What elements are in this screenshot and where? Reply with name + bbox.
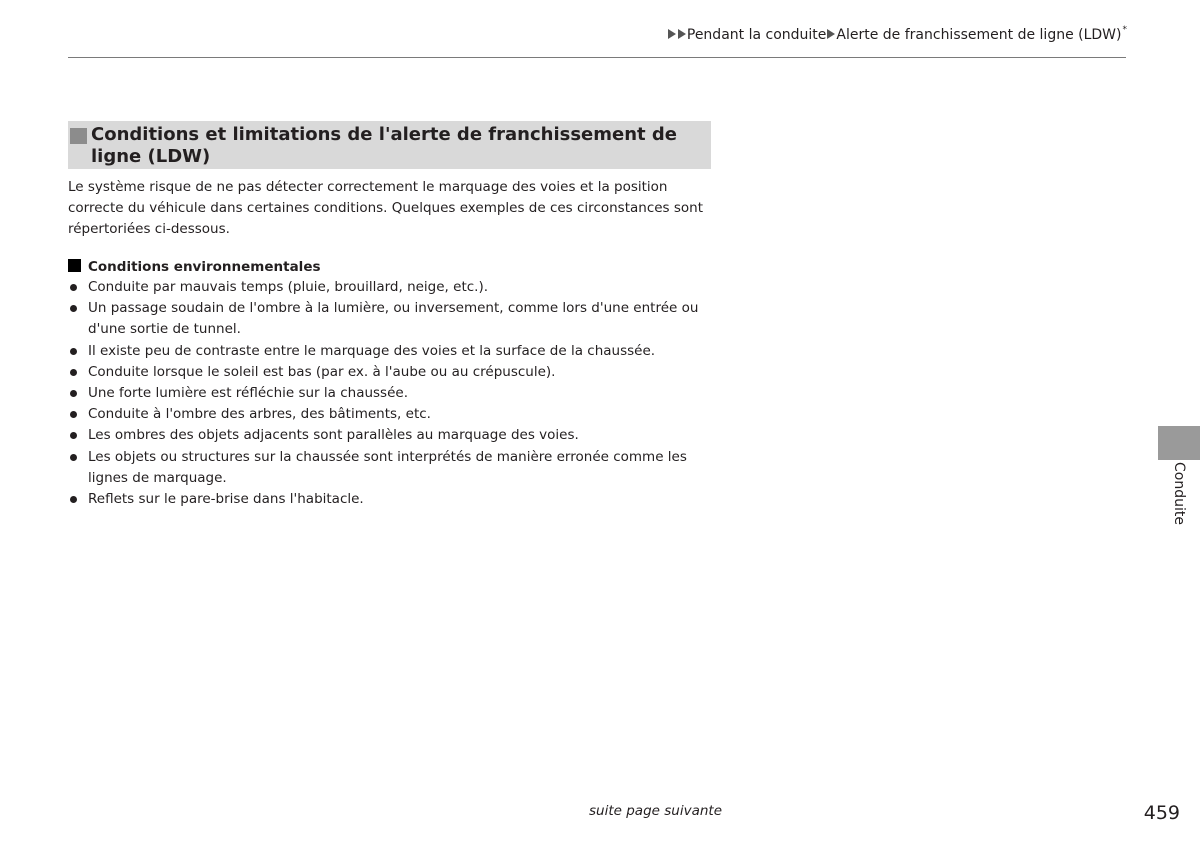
list-item-text: Un passage soudain de l'ombre à la lumière, ou inversement, comme lors d'une entrée ou d'une sortie de tunnel.: [88, 300, 699, 338]
section-header: [68, 121, 711, 169]
list-item-text: Conduite par mauvais temps (pluie, brouillard, neige, etc.).: [88, 279, 489, 295]
breadcrumb-item-topic[interactable]: Alerte de franchissement de ligne (LDW): [836, 27, 1122, 43]
list-item: [68, 447, 718, 489]
bullet-dot-icon: [70, 348, 77, 355]
section-title: Conditions et limitations de l'alerte de franchissement de ligne (LDW): [91, 124, 677, 167]
intro-paragraph: Le système risque de ne pas détecter correctement le marquage des voies et la position correcte du véhicule dans certaines conditions. Quelques exemples de ces circonstances sont répertoriées ci-dessous.: [68, 179, 704, 238]
bullet-dot-icon: [70, 305, 77, 312]
list-item: [68, 298, 718, 340]
conditions-list: [68, 277, 718, 510]
breadcrumb-item-chapter[interactable]: Pendant la conduite: [686, 27, 827, 43]
list-item-text: Conduite lorsque le soleil est bas (par ex. à l'aube ou au crépuscule).: [88, 363, 556, 380]
list-item-text: Reflets sur le pare-brise dans l'habitacle.: [88, 491, 364, 508]
bullet-dot-icon: [70, 390, 77, 397]
breadcrumb-arrow-icon: [668, 29, 676, 39]
list-item-text: Il existe peu de contraste entre le marquage des voies et la surface de la chaussée.: [88, 342, 656, 359]
breadcrumb-arrow-icon: [678, 29, 686, 39]
list-item: [68, 489, 718, 510]
list-item-text: Les objets ou structures sur la chaussée sont interprétés de manière erronée comme les lignes de marquage.: [88, 448, 687, 486]
bullet-dot-icon: [70, 454, 77, 461]
list-item: [68, 277, 718, 298]
bullet-dot-icon: [70, 432, 77, 439]
list-item-text: Conduite à l'ombre des arbres, des bâtiments, etc.: [88, 406, 431, 423]
list-item: [68, 362, 718, 383]
list-item: [68, 383, 718, 404]
bullet-dot-icon: [70, 369, 77, 376]
chapter-tab-label: Conduite: [1171, 462, 1187, 525]
breadcrumb: [667, 25, 1127, 43]
list-item-text: Les ombres des objets adjacents sont parallèles au marquage des voies.: [88, 427, 579, 444]
bullet-dot-icon: [70, 411, 77, 418]
subsection-heading-label: Conditions environnementales: [88, 259, 321, 275]
subsection-heading: [68, 257, 321, 277]
square-bullet-icon: [68, 259, 81, 272]
section-marker-icon: [70, 128, 87, 144]
list-item-text: Une forte lumière est réfléchie sur la chaussée.: [88, 385, 408, 402]
list-item: [68, 425, 718, 446]
header-divider: [68, 57, 1126, 58]
page-number: 459: [1143, 802, 1180, 824]
bullet-dot-icon: [70, 496, 77, 503]
footnote-marker: *: [1122, 25, 1127, 35]
breadcrumb-arrow-icon: [827, 29, 835, 39]
continued-note: suite page suivante: [589, 803, 722, 819]
chapter-tab[interactable]: [1158, 426, 1200, 460]
list-item: [68, 404, 718, 425]
bullet-dot-icon: [70, 284, 77, 291]
list-item: [68, 341, 718, 362]
